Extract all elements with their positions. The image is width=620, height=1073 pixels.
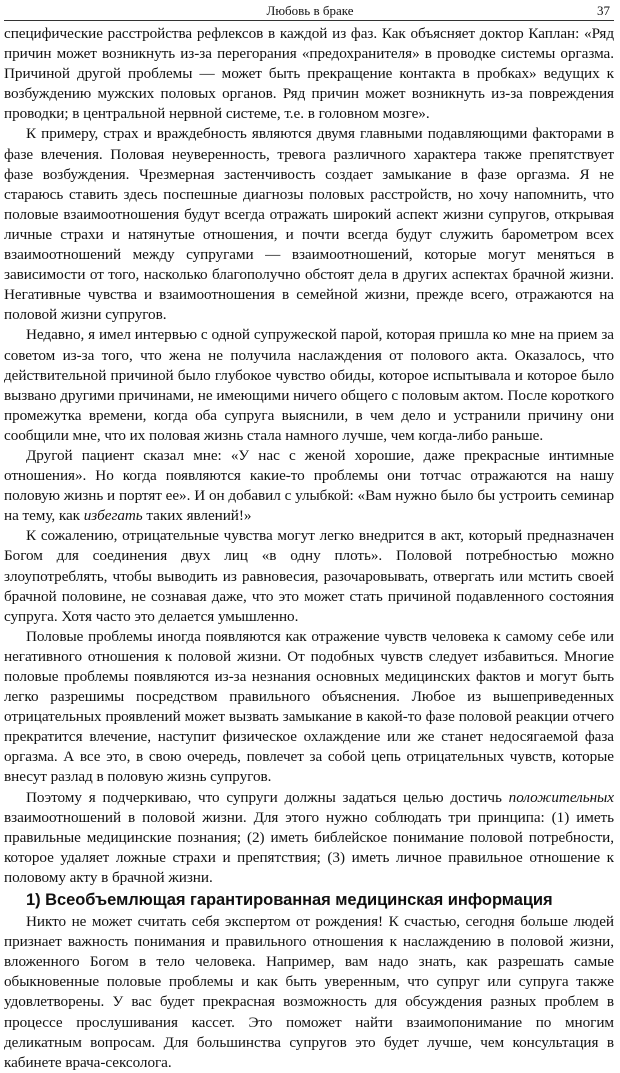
italic-emphasis: избегать [83, 507, 143, 525]
italic-emphasis: положительных [508, 788, 614, 806]
paragraph: Половые проблемы иногда появляются как отражение чувств человека к самому себе или негативного отношения к половой жизни. От подобных чувств следует избавиться. Многие половые проблемы появляются из-за незнания основных медицинских фактов и могут быть легко разрешимы посредством правильного объяснения. Любое из вышеприведенных отрицательных проявлений может вызвать замыкание в какой-то фазе половой реакции отчего прекратится влечение, наступит физическое охлаждение или же станет недосягаемой фаза оргазма. А все это, в свою очередь, повлечет за собой цепь отрицательных чувств, которые внесут разлад в половую жизнь супругов. [4, 627, 614, 786]
paragraph: К примеру, страх и враждебность являются двумя главными подавляющими факторами в фазе влечения. Половая неуверенность, тревога различного характера также препятствует фазе возбуждения. Чрезмерная застенчивость создает замыкание в фазе оргазма. Я не стараюсь ставить здесь поспешные диагнозы половых расстройств, но хочу напомнить, что половые взаимоотношения будут всегда отражать широкий аспект жизни супругов, открывая личные страхи и натянутые отношения, и почти всегда будут служить барометром всех взаимоотношений между супругами — взаимоотношений, которые могут меняться в зависимости от того, насколько благополучно обстоят дела в других аспектах брачной жизни. Негативные чувства и взаимоотношения в семейной жизни, прежде всего, отражаются на половой жизни супругов. [4, 125, 614, 324]
running-header [0, 0, 620, 20]
header-rule [4, 20, 614, 21]
paragraph-text: Поэтому я подчеркиваю, что супруги должны задаться целью достичь [26, 788, 509, 806]
paragraph-text: взаимоотношений в половой жизни. Для этого нужно соблюдать три принципа: (1) иметь правильные медицинские познания; (2) иметь библейское понимание половой потребности, которое удаляет ложные страхи и препятствия; (3) иметь личное правильное отношение к половому акту в брачной жизни. [4, 808, 614, 886]
running-title: Любовь в браке [266, 3, 354, 18]
paragraph [4, 446, 614, 526]
page-number: 37 [597, 3, 610, 18]
paragraph-continued: специфические расстройства рефлексов в каждой из фаз. Как объясняет доктор Каплан: «Ряд причин может возникнуть из-за перегорания «предохранителя» в проводке системы оргазма. Причиной другой проблемы — может быть прекращение контакта в пробках» ведущих к возбуждению мужских половых органов. Ряд причин может возникнуть из-за повреждения проводки; в центральной нервной системе, т.е. в головном мозге». [4, 25, 614, 123]
paragraph: Никто не может считать себя экспертом от рождения! К счастью, сегодня больше людей признает важность понимания и правильного отношения к наслаждению в половой жизни, вложенного Богом в тело человека. Например, вам надо знать, как разрешать самые обыкновенные половые проблемы и как быть уверенным, что супруг или супруга также удовлетворены. У вас будет прекрасная возможность для обсуждения разных проблем в процессе прослушивания кассет. Это поможет найти взаимопонимание по многим деликатным вопросам. Для большинства супругов это будет лучше, чем консультация в кабинете врача-сексолога. [4, 913, 614, 1071]
paragraph [4, 788, 614, 888]
paragraph: К сожалению, отрицательные чувства могут легко внедрится в акт, который предназначен Богом для соединения двух лиц «в одну плоть». Половой потребностью можно злоупотреблять, чтобы выводить из равновесия, разочаровывать, отвергать или мстить своей брачной половине, не сознавая даже, что это может стать причиной подавленного состояния супруга. Хотя часто это делается умышленно. [4, 527, 614, 625]
paragraph: Недавно, я имел интервью с одной супружеской парой, которая пришла ко мне на прием за советом из-за того, что жена не получила наслаждения от полового акта. Оказалось, что действительной причиной было глубокое чувство обиды, которое испытывала и которое было вызвано другими причинами, не имеющими ничего общего с половым актом. После короткого промежутка времени, когда оба супруга выяснили, в чем дело и устранили причину они сообщили мне, что их половая жизнь стала намного лучше, чем когда-либо раньше. [4, 326, 614, 444]
page-body [4, 24, 614, 1073]
section-heading: 1) Всеобъемлющая гарантированная медицинская информация [26, 891, 553, 910]
paragraph-text: таких явлений!» [142, 507, 252, 525]
paragraph-text: Другой пациент сказал мне: «У нас с женой хорошие, даже прекрасные интимные отношения». Но когда появляются какие-то проблемы они тотчас отражаются на нашу половую жизнь и портят ее». И он добавил с улыбкой: «Вам нужно было бы устроить семинар на тему, как [4, 446, 614, 525]
